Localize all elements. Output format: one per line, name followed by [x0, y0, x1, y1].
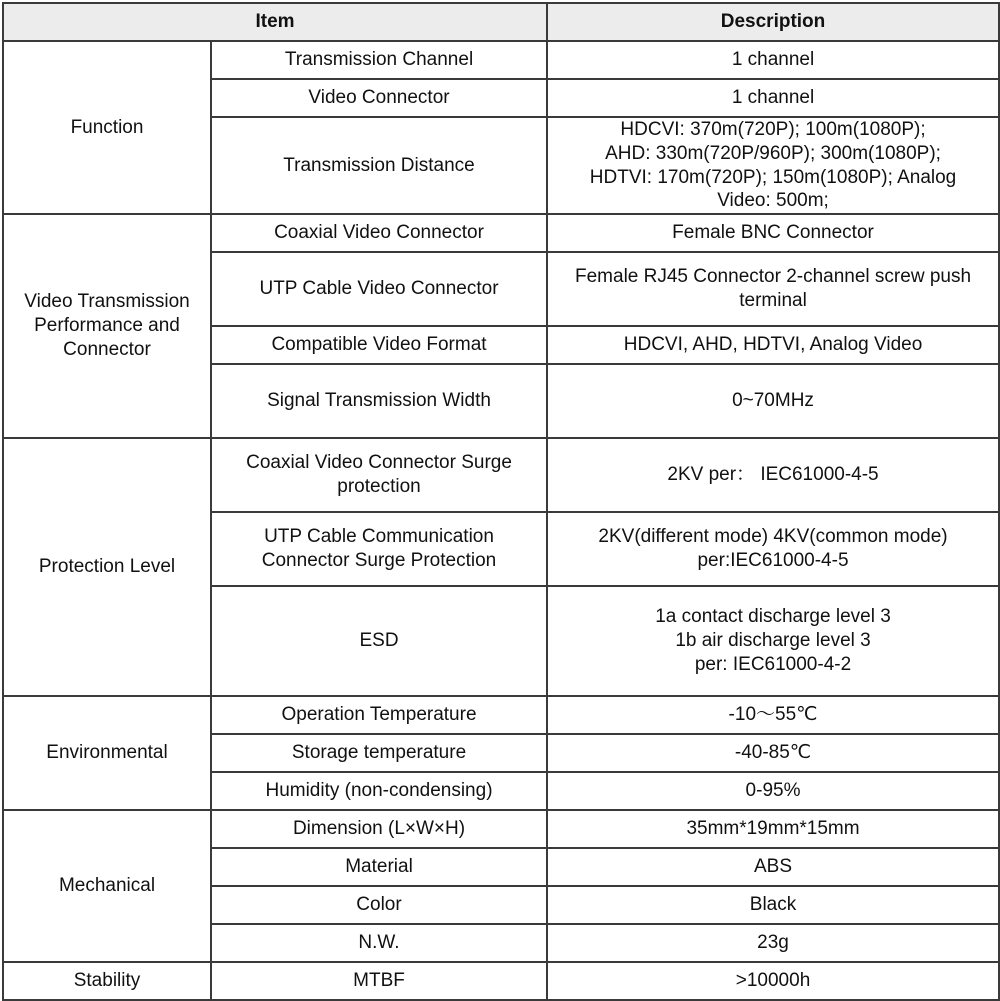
desc-value: Female RJ45 Connector 2-channel screw push: [575, 266, 972, 288]
item-cell: [211, 886, 547, 924]
header-description: Description: [547, 3, 999, 41]
item-cell: [211, 924, 547, 962]
desc-value: 0~70MHz: [732, 390, 814, 412]
desc-value: ABS: [754, 856, 793, 878]
item-label: Operation Temperature: [281, 704, 477, 726]
item-label: N.W.: [358, 932, 400, 954]
item-label: Transmission Channel: [284, 49, 474, 71]
item-label: Connector Surge Protection: [261, 550, 497, 571]
desc-value: Female BNC Connector: [672, 222, 874, 244]
desc-value: HDCVI, AHD, HDTVI, Analog Video: [623, 334, 923, 356]
table-row: [3, 962, 999, 1000]
item-cell: [211, 772, 547, 810]
desc-value: 1 channel: [731, 87, 815, 109]
item-cell: [211, 586, 547, 696]
category-label: Environmental: [46, 742, 168, 764]
desc-value: 2KV per： IEC61000-4-5: [667, 464, 879, 486]
item-cell: [211, 41, 547, 79]
desc-value: 2KV(different mode) 4KV(common mode): [598, 526, 948, 548]
item-cell: [211, 214, 547, 252]
item-cell: [211, 252, 547, 326]
desc-value: 1a contact discharge level 3: [655, 606, 891, 628]
desc-cell: [547, 79, 999, 117]
desc-cell: [547, 214, 999, 252]
item-cell: [211, 117, 547, 214]
desc-value: Black: [749, 894, 797, 916]
item-label: MTBF: [353, 970, 405, 992]
desc-cell: [547, 41, 999, 79]
item-label: Video Connector: [308, 87, 450, 109]
desc-value: >10000h: [735, 970, 811, 992]
desc-cell: [547, 886, 999, 924]
item-label: ESD: [359, 630, 399, 652]
item-label: protection: [337, 476, 421, 497]
item-label: Compatible Video Format: [271, 334, 487, 356]
category-label: Video Transmission: [24, 291, 190, 313]
desc-value: per:IEC61000-4-5: [697, 550, 849, 571]
item-label: Signal Transmission Width: [267, 390, 491, 412]
item-label: Color: [356, 894, 402, 916]
category-cell: [3, 810, 211, 962]
table-row: [3, 810, 999, 848]
item-label: Material: [345, 856, 413, 878]
desc-cell: [547, 734, 999, 772]
desc-cell: [547, 924, 999, 962]
item-cell: [211, 364, 547, 438]
desc-value: Video: 500m;: [717, 190, 829, 212]
desc-cell: [547, 810, 999, 848]
desc-value: HDCVI: 370m(720P); 100m(1080P);: [620, 119, 926, 140]
desc-value: terminal: [739, 290, 807, 311]
item-label: UTP Cable Communication: [264, 526, 494, 548]
item-label: Coaxial Video Connector Surge: [246, 452, 512, 474]
spec-table-container: [2, 2, 998, 992]
header-item: Item: [3, 3, 547, 41]
desc-value: HDTVI: 170m(720P); 150m(1080P); Analog: [589, 166, 957, 188]
desc-cell: [547, 696, 999, 734]
item-label: Dimension (L×W×H): [292, 818, 466, 840]
desc-cell: [547, 512, 999, 586]
desc-value: -40-85℃: [734, 742, 812, 764]
desc-cell: [547, 252, 999, 326]
item-cell: [211, 438, 547, 512]
desc-cell: [547, 438, 999, 512]
category-label: Stability: [73, 970, 141, 992]
desc-cell: [547, 117, 999, 214]
desc-value: AHD: 330m(720P/960P); 300m(1080P);: [605, 142, 941, 164]
desc-value: -10～55℃: [728, 704, 818, 726]
item-cell: [211, 512, 547, 586]
item-cell: [211, 962, 547, 1000]
desc-value: 23g: [757, 932, 789, 954]
desc-cell: [547, 848, 999, 886]
spec-table: [2, 2, 1000, 1001]
desc-value: 1 channel: [731, 49, 815, 71]
item-cell: [211, 734, 547, 772]
item-label: Transmission Distance: [283, 154, 475, 176]
category-label: Protection Level: [38, 556, 176, 578]
item-cell: [211, 326, 547, 364]
item-cell: [211, 696, 547, 734]
desc-cell: [547, 586, 999, 696]
desc-value: 1b air discharge level 3: [675, 630, 871, 652]
category-cell: [3, 41, 211, 214]
category-label: Connector: [63, 338, 151, 360]
category-label: Performance and: [34, 315, 180, 337]
table-row: [3, 696, 999, 734]
table-row: [3, 438, 999, 512]
item-cell: [211, 810, 547, 848]
item-label: Humidity (non-condensing): [265, 780, 493, 802]
item-cell: [211, 848, 547, 886]
category-cell: [3, 696, 211, 810]
table-row: [3, 41, 999, 79]
category-cell: [3, 438, 211, 696]
desc-cell: [547, 326, 999, 364]
category-label: Function: [70, 116, 144, 138]
desc-cell: [547, 772, 999, 810]
item-label: UTP Cable Video Connector: [259, 278, 499, 300]
item-label: Storage temperature: [291, 742, 467, 764]
category-cell: [3, 214, 211, 438]
desc-value: per: IEC61000-4-2: [694, 653, 852, 675]
item-cell: [211, 79, 547, 117]
item-label: Coaxial Video Connector: [274, 222, 484, 244]
table-row: [3, 214, 999, 252]
desc-cell: [547, 364, 999, 438]
category-label: Mechanical: [58, 875, 156, 897]
desc-cell: [547, 962, 999, 1000]
header-row: [3, 3, 999, 41]
desc-value: 35mm*19mm*15mm: [686, 818, 860, 840]
category-cell: [3, 962, 211, 1000]
desc-value: 0-95%: [745, 780, 801, 802]
